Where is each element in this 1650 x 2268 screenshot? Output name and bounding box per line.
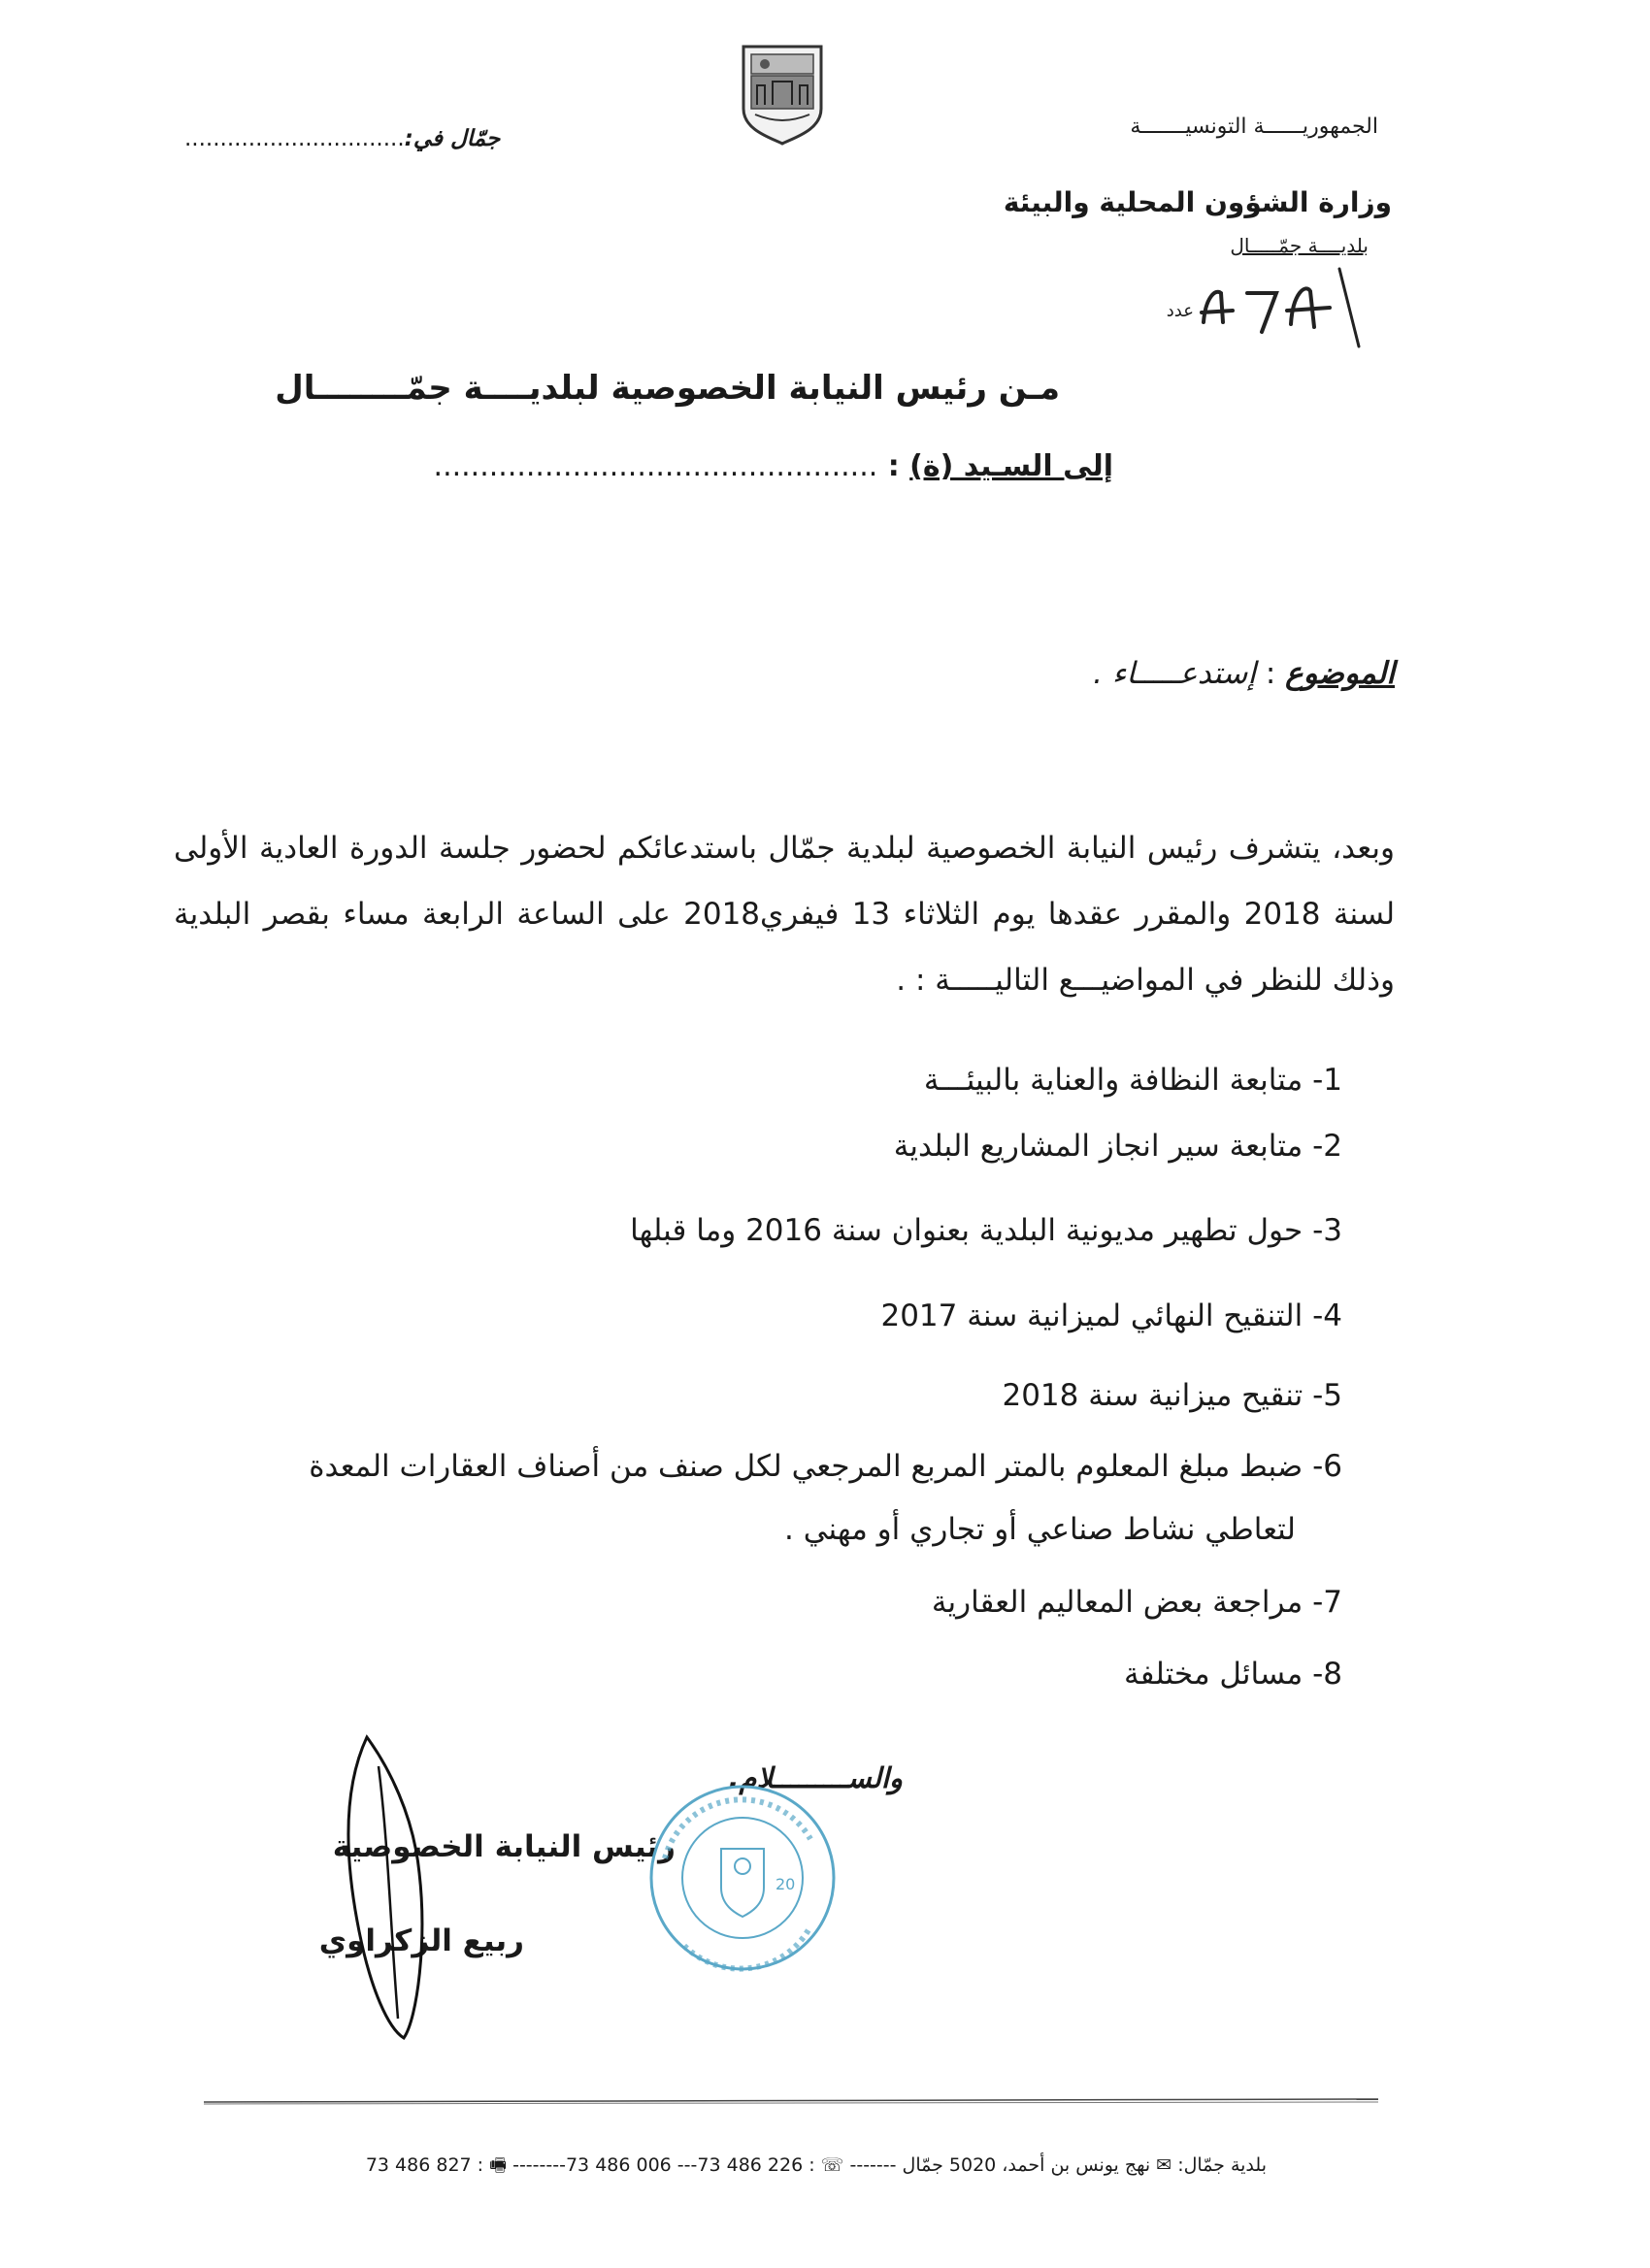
closing-salutation: والســـــــــلام. [728,1761,903,1794]
agenda-item-number: 3- [1312,1213,1342,1248]
agenda-item-text: مراجعة بعض المعاليم العقارية [931,1585,1304,1620]
agenda-item-text: متابعة سير انجاز المشاريع البلدية [893,1129,1304,1164]
agenda-item-4 [158,1298,1342,1333]
municipality-label: بلديــــة جمّـــــال [1230,234,1369,257]
subject-value: إستدعـــــاء . [1093,656,1256,691]
agenda-item-8 [158,1657,1342,1692]
agenda-item-text: مسائل مختلفة [1124,1657,1304,1692]
recipient-label: إلى السـيد (ة) [909,449,1113,483]
agenda-item-text: لتعاطي نشاط صناعي أو تجاري أو مهني . [784,1512,1296,1547]
agenda-item-6 [158,1449,1342,1484]
agenda-item-text: ضبط مبلغ المعلوم بالمتر المربع المرجعي لكل صنف من أصناف العقارات المعدة [309,1449,1304,1484]
agenda-item-number: 7- [1312,1585,1342,1620]
recipient-colon: : [887,449,900,483]
body-paragraph: وبعد، يتشرف رئيس النيابة الخصوصية لبلدية جمّال باستدعائكم لحضور جلسة الدورة العادية الأولى لسنة 2018 والمقرر عقدها يوم الثلاثاء 13 فيفري2018 على الساعة الرابعة مساء بقصر البلدية وذلك للنظر في المواضيـــع التاليـــــة : . [174,831,1396,998]
recipient-line [434,449,1113,483]
agenda-item-6-continuation [180,1512,1296,1547]
sender-line: مـن رئيس النيابة الخصوصية لبلديــــة جمّــــــــال [275,369,1060,408]
date-place-label: جمّال في: [404,126,501,151]
municipality-emblem [736,41,829,148]
subject-line [1093,656,1395,691]
footer-address: بلدية جمّال: ✉ نهج يونس بن أحمد، 5020 جمّال ------- [849,2154,1267,2176]
stamp-number: 20 [776,1875,796,1893]
agenda-item-number: 1- [1312,1063,1342,1098]
agenda-item-3 [158,1213,1342,1248]
signatory-title: رئيس النيابة الخصوصية [332,1829,676,1864]
reference-number-handwritten [1194,254,1388,351]
agenda-item-text: التنقيح النهائي لميزانية سنة 2017 [880,1298,1304,1333]
agenda-item-7 [158,1585,1342,1620]
signatory-name: ربيع الزكراوي [318,1923,524,1958]
date-place-field [184,126,500,151]
agenda-item-1 [158,1063,1342,1098]
agenda-item-text: متابعة النظافة والعناية بالبيئـــة [923,1063,1304,1098]
reference-label: عدد [1166,301,1194,321]
agenda-item-number: 2- [1312,1129,1342,1164]
agenda-item-2 [158,1129,1342,1164]
footer-divider [204,2096,1378,2106]
agenda-item-text: تنقيح ميزانية سنة 2018 [1002,1378,1304,1413]
agenda-item-text: حول تطهير مديونية البلدية بعنوان سنة 2016 وما قبلها [630,1213,1304,1248]
footer-contact [366,2152,1267,2183]
handwritten-signature [320,1727,466,2048]
subject-colon: : [1265,656,1276,691]
agenda-item-number: 5- [1312,1378,1342,1413]
agenda-item-number: 8- [1312,1657,1342,1692]
agenda-item-number: 6- [1312,1449,1342,1484]
footer-fax: 🖷 : 827 486 73 [365,2154,508,2176]
recipient-dots: ................................................ [433,449,878,483]
ministry-label: وزارة الشؤون المحلية والبيئة [1003,186,1392,218]
agenda-item-5 [158,1378,1342,1413]
date-place-dots: ............................... [184,126,405,151]
official-stamp [645,1781,840,1975]
republic-label: الجمهوريــــــة التونسيـــــــة [1130,115,1378,139]
agenda-item-number: 4- [1312,1298,1342,1333]
subject-label: الموضوع [1285,656,1395,691]
footer-phones: ☏ : 226 486 73--- 006 486 73-------- [512,2154,844,2176]
